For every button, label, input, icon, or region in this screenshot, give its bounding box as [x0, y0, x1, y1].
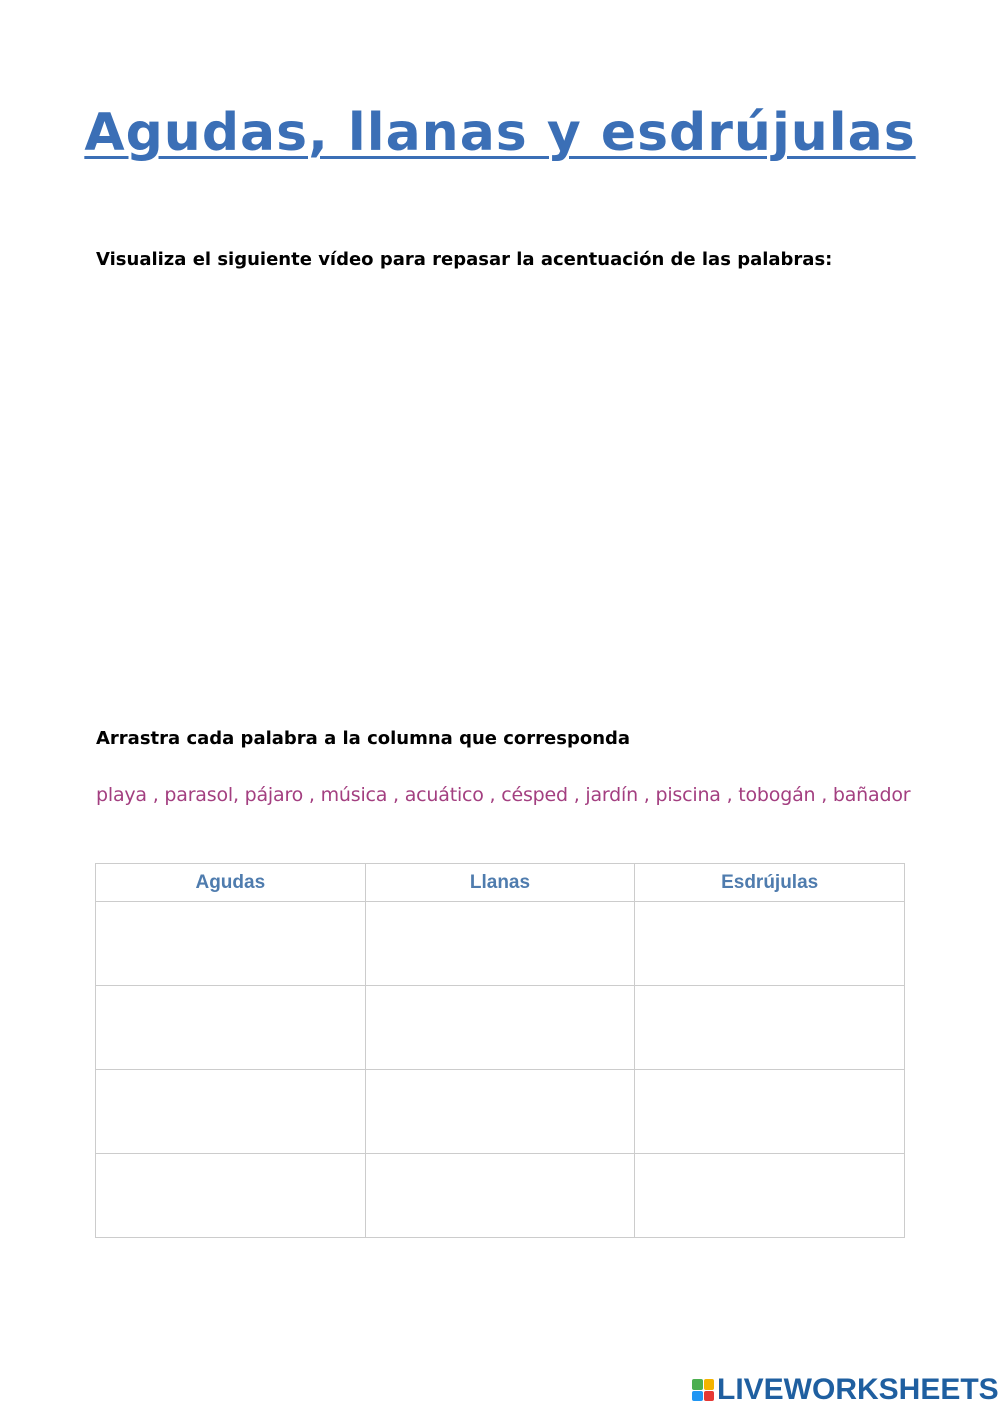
- column-header-agudas: Agudas: [96, 864, 366, 902]
- drop-cell-agudas[interactable]: [96, 1154, 366, 1238]
- drop-cell-agudas[interactable]: [96, 902, 366, 986]
- video-embed-area[interactable]: [96, 290, 904, 700]
- table-header-row: [96, 864, 905, 902]
- drop-cell-agudas[interactable]: [96, 986, 366, 1070]
- drop-cell-llanas[interactable]: [365, 986, 635, 1070]
- logo-square: [704, 1379, 715, 1390]
- logo-square: [704, 1391, 715, 1402]
- word-bank: playa , parasol, pájaro , música , acuático , césped , jardín , piscina , tobogán , bañador: [96, 784, 911, 806]
- drag-instruction: Arrastra cada palabra a la columna que corresponda: [96, 728, 631, 749]
- column-header-esdrujulas: Esdrújulas: [635, 864, 905, 902]
- drop-cell-llanas[interactable]: [365, 1154, 635, 1238]
- liveworksheets-logo-icon: [692, 1379, 714, 1401]
- column-header-llanas: Llanas: [365, 864, 635, 902]
- drop-cell-esdrujulas[interactable]: [635, 986, 905, 1070]
- drop-cell-esdrujulas[interactable]: [635, 1154, 905, 1238]
- logo-square: [692, 1391, 703, 1402]
- table-row: [96, 902, 905, 986]
- drop-cell-agudas[interactable]: [96, 1070, 366, 1154]
- liveworksheets-logo[interactable]: [692, 1373, 999, 1406]
- classification-table: [95, 863, 905, 1238]
- drop-cell-esdrujulas[interactable]: [635, 1070, 905, 1154]
- table-row: [96, 986, 905, 1070]
- page-title: Agudas, llanas y esdrújulas: [84, 103, 916, 163]
- table-row: [96, 1070, 905, 1154]
- logo-square: [692, 1379, 703, 1390]
- drop-cell-esdrujulas[interactable]: [635, 902, 905, 986]
- brand-name: LIVEWORKSHEETS: [717, 1373, 999, 1406]
- video-instruction: Visualiza el siguiente vídeo para repasar la acentuación de las palabras:: [96, 249, 833, 270]
- table-row: [96, 1154, 905, 1238]
- drop-cell-llanas[interactable]: [365, 902, 635, 986]
- drop-cell-llanas[interactable]: [365, 1070, 635, 1154]
